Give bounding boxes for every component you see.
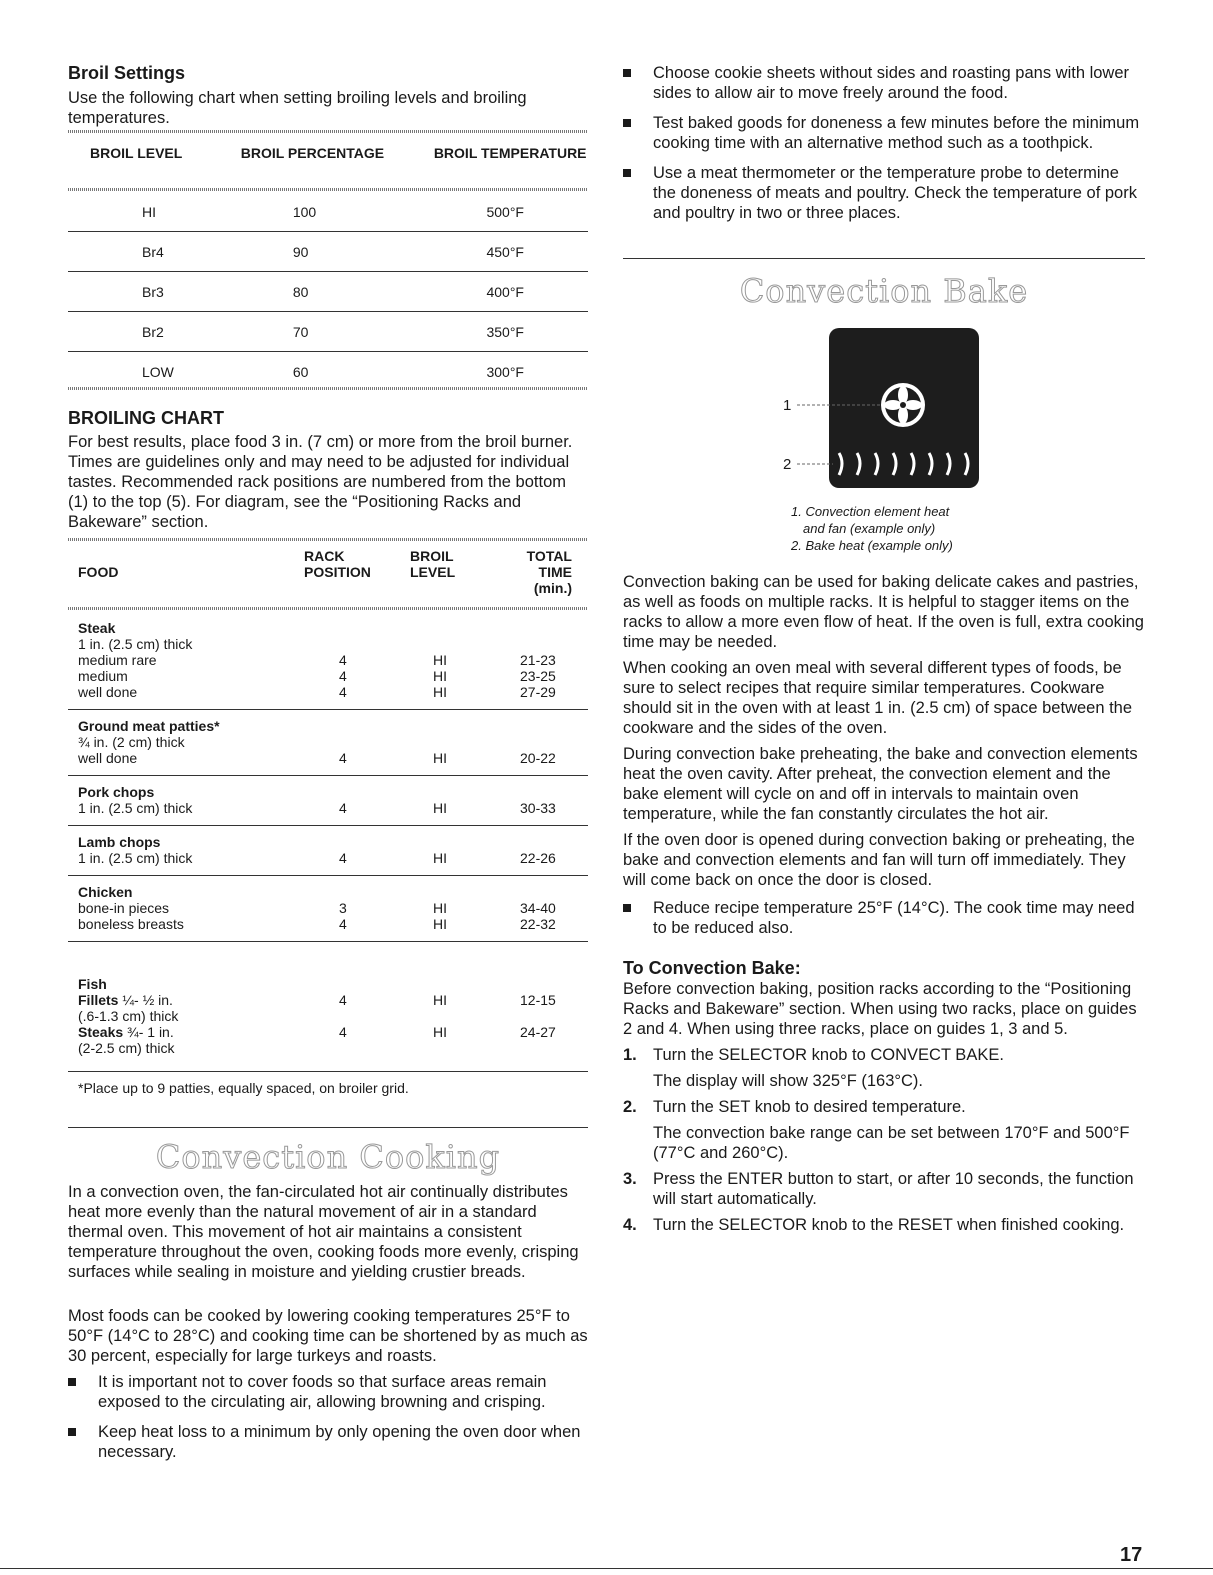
food-name: Fish — [78, 976, 107, 992]
fillets-size: ¼- ½ in. — [118, 992, 173, 1008]
rack-value: 4 — [339, 992, 347, 1008]
table-cell: Br3 — [68, 272, 241, 312]
table-row — [68, 352, 588, 392]
table-cell: 100 — [241, 192, 409, 232]
divider — [68, 607, 588, 610]
divider — [68, 130, 588, 133]
level-value: HI — [433, 850, 447, 866]
step-text: Press the ENTER button to start, or after 10 seconds, the function will start automatically. — [653, 1170, 1134, 1208]
broil-settings-table — [68, 145, 588, 180]
table-row — [78, 668, 578, 684]
table-cell: 80 — [241, 272, 409, 312]
level-value: HI — [433, 900, 447, 916]
time-value: 30-33 — [520, 800, 556, 816]
step-item — [623, 1097, 1145, 1163]
rack-value: 4 — [339, 800, 347, 816]
food-group — [68, 612, 588, 710]
oven-diagram — [773, 325, 993, 495]
level-value: HI — [433, 1024, 447, 1040]
table-row — [78, 750, 578, 766]
table-cell: HI — [68, 192, 241, 232]
table-cell: 400°F — [408, 272, 588, 312]
step-text: Turn the SELECTOR knob to the RESET when finished cooking. — [653, 1216, 1125, 1234]
time-value: 22-26 — [520, 850, 556, 866]
step-number: 4. — [623, 1216, 637, 1234]
step-subtext: The convection bake range can be set between 170°F and 500°F (77°C and 260°C). — [653, 1124, 1130, 1162]
food-group — [68, 826, 588, 876]
step-item — [623, 1215, 1145, 1235]
step-text: Turn the SET knob to desired temperature. — [653, 1098, 966, 1116]
table-cell: 500°F — [408, 192, 588, 232]
table-row — [68, 232, 588, 272]
steaks-label: Steaks — [78, 1024, 124, 1040]
food-group — [68, 776, 588, 826]
table-cell: Br2 — [68, 312, 241, 352]
paragraph: When cooking an oven meal with several different types of foods, be sure to select recipes that require similar temperatures. Cookware should sit in the oven with at least 1 in. (2.5 cm) of space between the cookware and the sides of the oven. — [623, 659, 1133, 737]
level-value: HI — [433, 668, 447, 684]
caption-line: and fan (example only) — [803, 521, 936, 536]
broiling-chart-header — [68, 546, 588, 604]
bottom-rule — [0, 1568, 1213, 1569]
level-value: HI — [433, 992, 447, 1008]
step-subtext: The display will show 325°F (163°C). — [653, 1072, 923, 1090]
step-item — [623, 1169, 1145, 1209]
table-row — [78, 684, 578, 700]
food-desc: bone-in pieces — [78, 900, 170, 916]
convection-bake-steps — [623, 1045, 1145, 1235]
table-cell: 300°F — [486, 363, 524, 380]
food-subtitle: ¾ in. (2 cm) thick — [78, 734, 185, 750]
food-header: FOOD — [78, 564, 119, 580]
broil-settings-title: Broil Settings — [68, 63, 186, 83]
list-item: Reduce recipe temperature 25°F (14°C). The cook time may need to be reduced also. — [623, 898, 1145, 938]
divider — [68, 188, 588, 191]
diagram-caption — [791, 503, 953, 554]
level-header: BROIL LEVEL — [410, 548, 456, 580]
step-item — [623, 1045, 1145, 1091]
rack-value: 4 — [339, 668, 347, 684]
level-value: HI — [433, 652, 447, 668]
rack-value: 3 — [339, 900, 347, 916]
fish-fillets-row — [78, 992, 578, 1008]
time-value: 20-22 — [520, 750, 556, 766]
table-cell: 90 — [241, 232, 409, 272]
broiling-chart-body — [68, 612, 588, 942]
diagram-label-2: 2 — [783, 456, 792, 473]
time-value: 27-29 — [520, 684, 556, 700]
table-row — [78, 652, 578, 668]
rack-value: 4 — [339, 1024, 347, 1040]
table-cell: Br4 — [68, 232, 241, 272]
table-cell: LOW — [142, 363, 174, 380]
time-value: 23-25 — [520, 668, 556, 684]
food-group — [68, 876, 588, 942]
time-header: TOTAL TIME (min.) — [526, 548, 572, 596]
level-value: HI — [433, 684, 447, 700]
convection-bake-bullets — [623, 898, 1145, 938]
food-name: Lamb chops — [78, 834, 161, 850]
rack-value: 4 — [339, 750, 347, 766]
level-value: HI — [433, 750, 447, 766]
convection-cooking-title: Convection Cooking — [155, 1138, 501, 1176]
list-item: Use a meat thermometer or the temperature probe to determine the doneness of meats and poultry. Check the temperature of pork and poultry in two or three places. — [623, 163, 1145, 223]
rack-value: 4 — [339, 652, 347, 668]
food-subtitle: 1 in. (2.5 cm) thick — [78, 636, 193, 652]
food-desc: 1 in. (2.5 cm) thick — [78, 800, 193, 816]
table-cell: 70 — [241, 312, 409, 352]
broil-settings-intro: Use the following chart when setting broiling levels and broiling temperatures. — [68, 89, 527, 127]
level-value: HI — [433, 800, 447, 816]
food-desc: well done — [78, 750, 138, 766]
divider — [68, 1127, 588, 1128]
time-value: 12-15 — [520, 992, 556, 1008]
convection-cooking-bullets — [68, 1372, 588, 1462]
table-row — [68, 312, 588, 352]
food-desc: 1 in. (2.5 cm) thick — [78, 850, 193, 866]
list-item: Choose cookie sheets without sides and roasting pans with lower sides to allow air to move freely around the food. — [623, 63, 1145, 103]
food-name: Pork chops — [78, 784, 155, 800]
food-name: Ground meat patties* — [78, 718, 220, 734]
rack-value: 4 — [339, 684, 347, 700]
broiling-chart-title: BROILING CHART — [68, 408, 224, 428]
broiling-chart-intro: For best results, place food 3 in. (7 cm) or more from the broil burner. Times are guidelines only and may need to be adjusted for individual tastes. Recommended rack positions are numbered from the bottom (1) to the top (5). For diagram, see the “Positioning Racks and Bakeware” section. — [68, 433, 573, 531]
food-desc: well done — [78, 684, 138, 700]
convection-bake-body — [623, 572, 1145, 1235]
food-desc: medium rare — [78, 652, 157, 668]
col-header: BROIL LEVEL — [90, 145, 183, 161]
paragraph: During convection bake preheating, the bake and convection elements heat the oven cavity. After preheat, the convection element and the bake element will cycle on and off in intervals to maintain oven temperature, while the fan constantly circulates the hot air. — [623, 745, 1138, 823]
divider — [623, 258, 1145, 259]
divider — [68, 538, 588, 541]
step-number: 2. — [623, 1098, 637, 1116]
time-value: 34-40 — [520, 900, 556, 916]
table-row — [68, 272, 588, 312]
page-number: 17 — [1120, 1544, 1143, 1566]
caption-line: 2. Bake heat (example only) — [791, 538, 953, 553]
time-value: 22-32 — [520, 916, 556, 932]
col-header: BROIL PERCENTAGE — [240, 145, 385, 161]
step-text: Turn the SELECTOR knob to CONVECT BAKE. — [653, 1046, 1004, 1064]
oven-diagram-svg — [773, 325, 993, 495]
time-value: 21-23 — [520, 652, 556, 668]
step-number: 3. — [623, 1170, 637, 1188]
table-row — [78, 900, 578, 916]
food-group — [68, 710, 588, 776]
broil-settings-rows — [68, 192, 588, 391]
col-header: BROIL TEMPERATURE — [433, 145, 587, 161]
rack-value: 4 — [339, 850, 347, 866]
fish-steaks-row — [78, 1024, 578, 1040]
table-row — [78, 916, 578, 932]
food-name: Chicken — [78, 884, 133, 900]
list-item: Keep heat loss to a minimum by only opening the oven door when necessary. — [68, 1422, 588, 1462]
divider — [68, 387, 588, 390]
food-desc: boneless breasts — [78, 916, 184, 932]
footnote: *Place up to 9 patties, equally spaced, on broiler grid. — [78, 1080, 409, 1096]
list-item: Test baked goods for doneness a few minutes before the minimum cooking time with an alternative method such as a toothpick. — [623, 113, 1145, 153]
table-row — [78, 800, 578, 816]
to-convection-bake-intro: Before convection baking, position racks according to the “Positioning Racks and Bakeware” section. When using two racks, place on guides 2 and 4. When using three racks, place on guides 1, 3 and 5. — [623, 980, 1137, 1038]
food-name: Steak — [78, 620, 116, 636]
fish-fillets-sub: (.6-1.3 cm) thick — [78, 1008, 179, 1024]
table-cell: 350°F — [408, 312, 588, 352]
steaks-size: ¾- 1 in. — [123, 1024, 174, 1040]
table-cell: 60 — [292, 363, 309, 380]
table-row — [68, 192, 588, 232]
paragraph: If the oven door is opened during convection baking or preheating, the bake and convection elements and fan will turn off immediately. They will come back on once the door is closed. — [623, 831, 1135, 889]
caption-line: 1. Convection element heat — [791, 504, 950, 519]
table-cell: 450°F — [408, 232, 588, 272]
paragraph: Convection baking can be used for baking delicate cakes and pastries, as well as foods on multiple racks. It is helpful to stagger items on the racks to allow a more even flow of heat. If the oven is full, extra cooking time may be needed. — [623, 573, 1144, 651]
food-desc: medium — [78, 668, 128, 684]
fish-group — [68, 968, 588, 1072]
time-value: 24-27 — [520, 1024, 556, 1040]
rack-header: RACK POSITION — [304, 548, 371, 580]
table-row — [78, 850, 578, 866]
convection-cooking-p2: Most foods can be cooked by lowering cooking temperatures 25°F to 50°F (14°C to 28°C) and cooking time can be shortened by as much as 30 percent, especially for large turkeys and roasts. — [68, 1307, 588, 1365]
tips-bullets — [623, 63, 1145, 223]
convection-cooking-p1: In a convection oven, the fan-circulated hot air continually distributes heat more evenly than the natural movement of air in a standard thermal oven. This movement of hot air maintains a consistent temperature throughout the oven, cooking foods more evenly, crisping surfaces while sealing in moisture and yielding crustier breads. — [68, 1183, 579, 1281]
rack-value: 4 — [339, 916, 347, 932]
fish-steaks-sub: (2-2.5 cm) thick — [78, 1040, 175, 1056]
diagram-label-1: 1 — [783, 397, 792, 414]
divider — [68, 1071, 588, 1072]
list-item: It is important not to cover foods so that surface areas remain exposed to the circulating air, allowing browning and crisping. — [68, 1372, 588, 1412]
fillets-label: Fillets — [78, 992, 119, 1008]
convection-bake-title: Convection Bake — [739, 272, 1029, 310]
level-value: HI — [433, 916, 447, 932]
step-number: 1. — [623, 1046, 637, 1064]
to-convection-bake-title: To Convection Bake: — [623, 958, 801, 978]
